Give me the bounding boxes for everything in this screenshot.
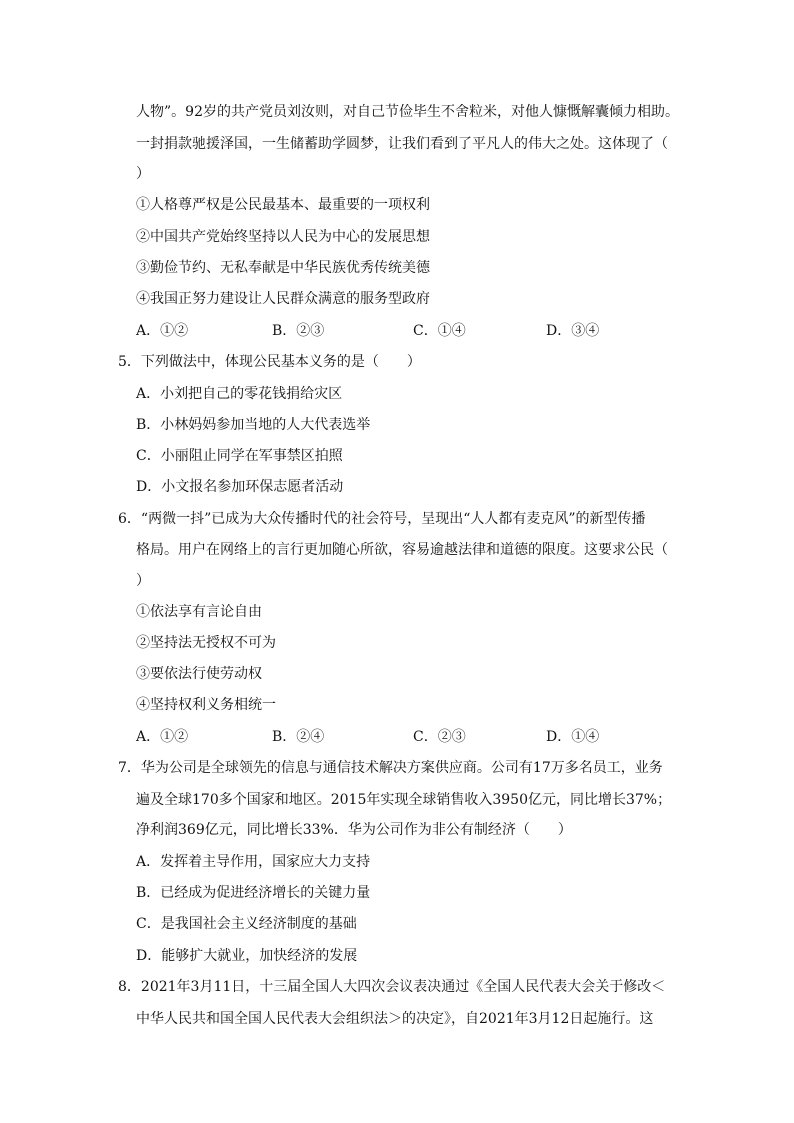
q6-option-c[interactable]: C．②③ [413,729,466,745]
q6-line-3: ） [136,573,150,589]
q5-option-a[interactable]: A．小刘把自己的零花钱捐给灾区 [136,386,343,402]
q7-option-a[interactable]: A．发挥着主导作用，国家应大力支持 [136,854,371,870]
q4-item-2: ②中国共产党始终坚持以人民为中心的发展思想 [136,229,430,245]
q8-line-1: 8．2021年3月11日，十三届全国人大四次会议表决通过《全国人民代表大会关于修改＜ [118,979,666,995]
q7-line-2: 遍及全球170多个国家和地区。2015年实现全球销售收入3950亿元，同比增长37%； [136,792,672,808]
q6-item-4: ④坚持权利义务相统一 [136,697,276,713]
q7-line-3: 净利润369亿元，同比增长33%．华为公司作为非公有制经济（ ） [136,822,572,838]
q4-item-4: ④我国正努力建设让人民群众满意的服务型政府 [136,291,430,307]
q6-option-a[interactable]: A．①② [136,729,189,745]
q4-line-1: 人物”。92岁的共产党员刘汝则，对自己节俭毕生不舍粒米，对他人慷慨解囊倾力相助。 [136,104,679,120]
q6-line-2: 格局。用户在网络上的言行更加随心所欲，容易逾越法律和道德的限度。这要求公民（ [136,542,668,558]
q6-line-1: 6．“两微一抖”已成为大众传播时代的社会符号，呈现出“人人都有麦克风”的新型传播 [118,511,646,527]
q5-option-d[interactable]: D．小文报名参加环保志愿者活动 [136,479,344,495]
q7-line-1: 7．华为公司是全球领先的信息与通信技术解决方案供应商。公司有17万多名员工，业务 [118,760,663,776]
q6-options-row [136,727,696,747]
q4-item-1: ①人格尊严权是公民最基本、最重要的一项权利 [136,197,430,213]
q4-line-2: 一封捐款驰援泽国，一生储蓄助学圆梦，让我们看到了平凡人的伟大之处。这体现了（ [136,136,668,152]
q5-option-c[interactable]: C．小丽阻止同学在军事禁区拍照 [136,448,343,464]
q6-option-b[interactable]: B．②④ [272,729,325,745]
q4-option-b[interactable]: B．②③ [272,323,325,339]
q6-item-3: ③要依法行使劳动权 [136,666,262,682]
q4-options-row [136,321,696,341]
q7-option-d[interactable]: D．能够扩大就业，加快经济的发展 [136,948,358,964]
q4-option-c[interactable]: C．①④ [413,323,466,339]
q6-item-1: ①依法享有言论自由 [136,604,262,620]
q5-option-b[interactable]: B．小林妈妈参加当地的人大代表选举 [136,417,371,433]
q4-line-3: ） [136,166,150,182]
q6-option-d[interactable]: D．①④ [546,729,600,745]
q5-stem: 5．下列做法中，体现公民基本义务的是（ ） [118,354,421,370]
q7-option-b[interactable]: B．已经成为促进经济增长的关键力量 [136,885,371,901]
q4-option-a[interactable]: A．①② [136,323,189,339]
q4-item-3: ③勤俭节约、无私奉献是中华民族优秀传统美德 [136,260,430,276]
q8-line-2: 中华人民共和国全国人民代表大会组织法＞的决定》，自2021年3月12日起施行。这 [136,1011,654,1027]
q4-option-d[interactable]: D．③④ [546,323,600,339]
q6-item-2: ②坚持法无授权不可为 [136,635,276,651]
q7-option-c[interactable]: C．是我国社会主义经济制度的基础 [136,916,357,932]
